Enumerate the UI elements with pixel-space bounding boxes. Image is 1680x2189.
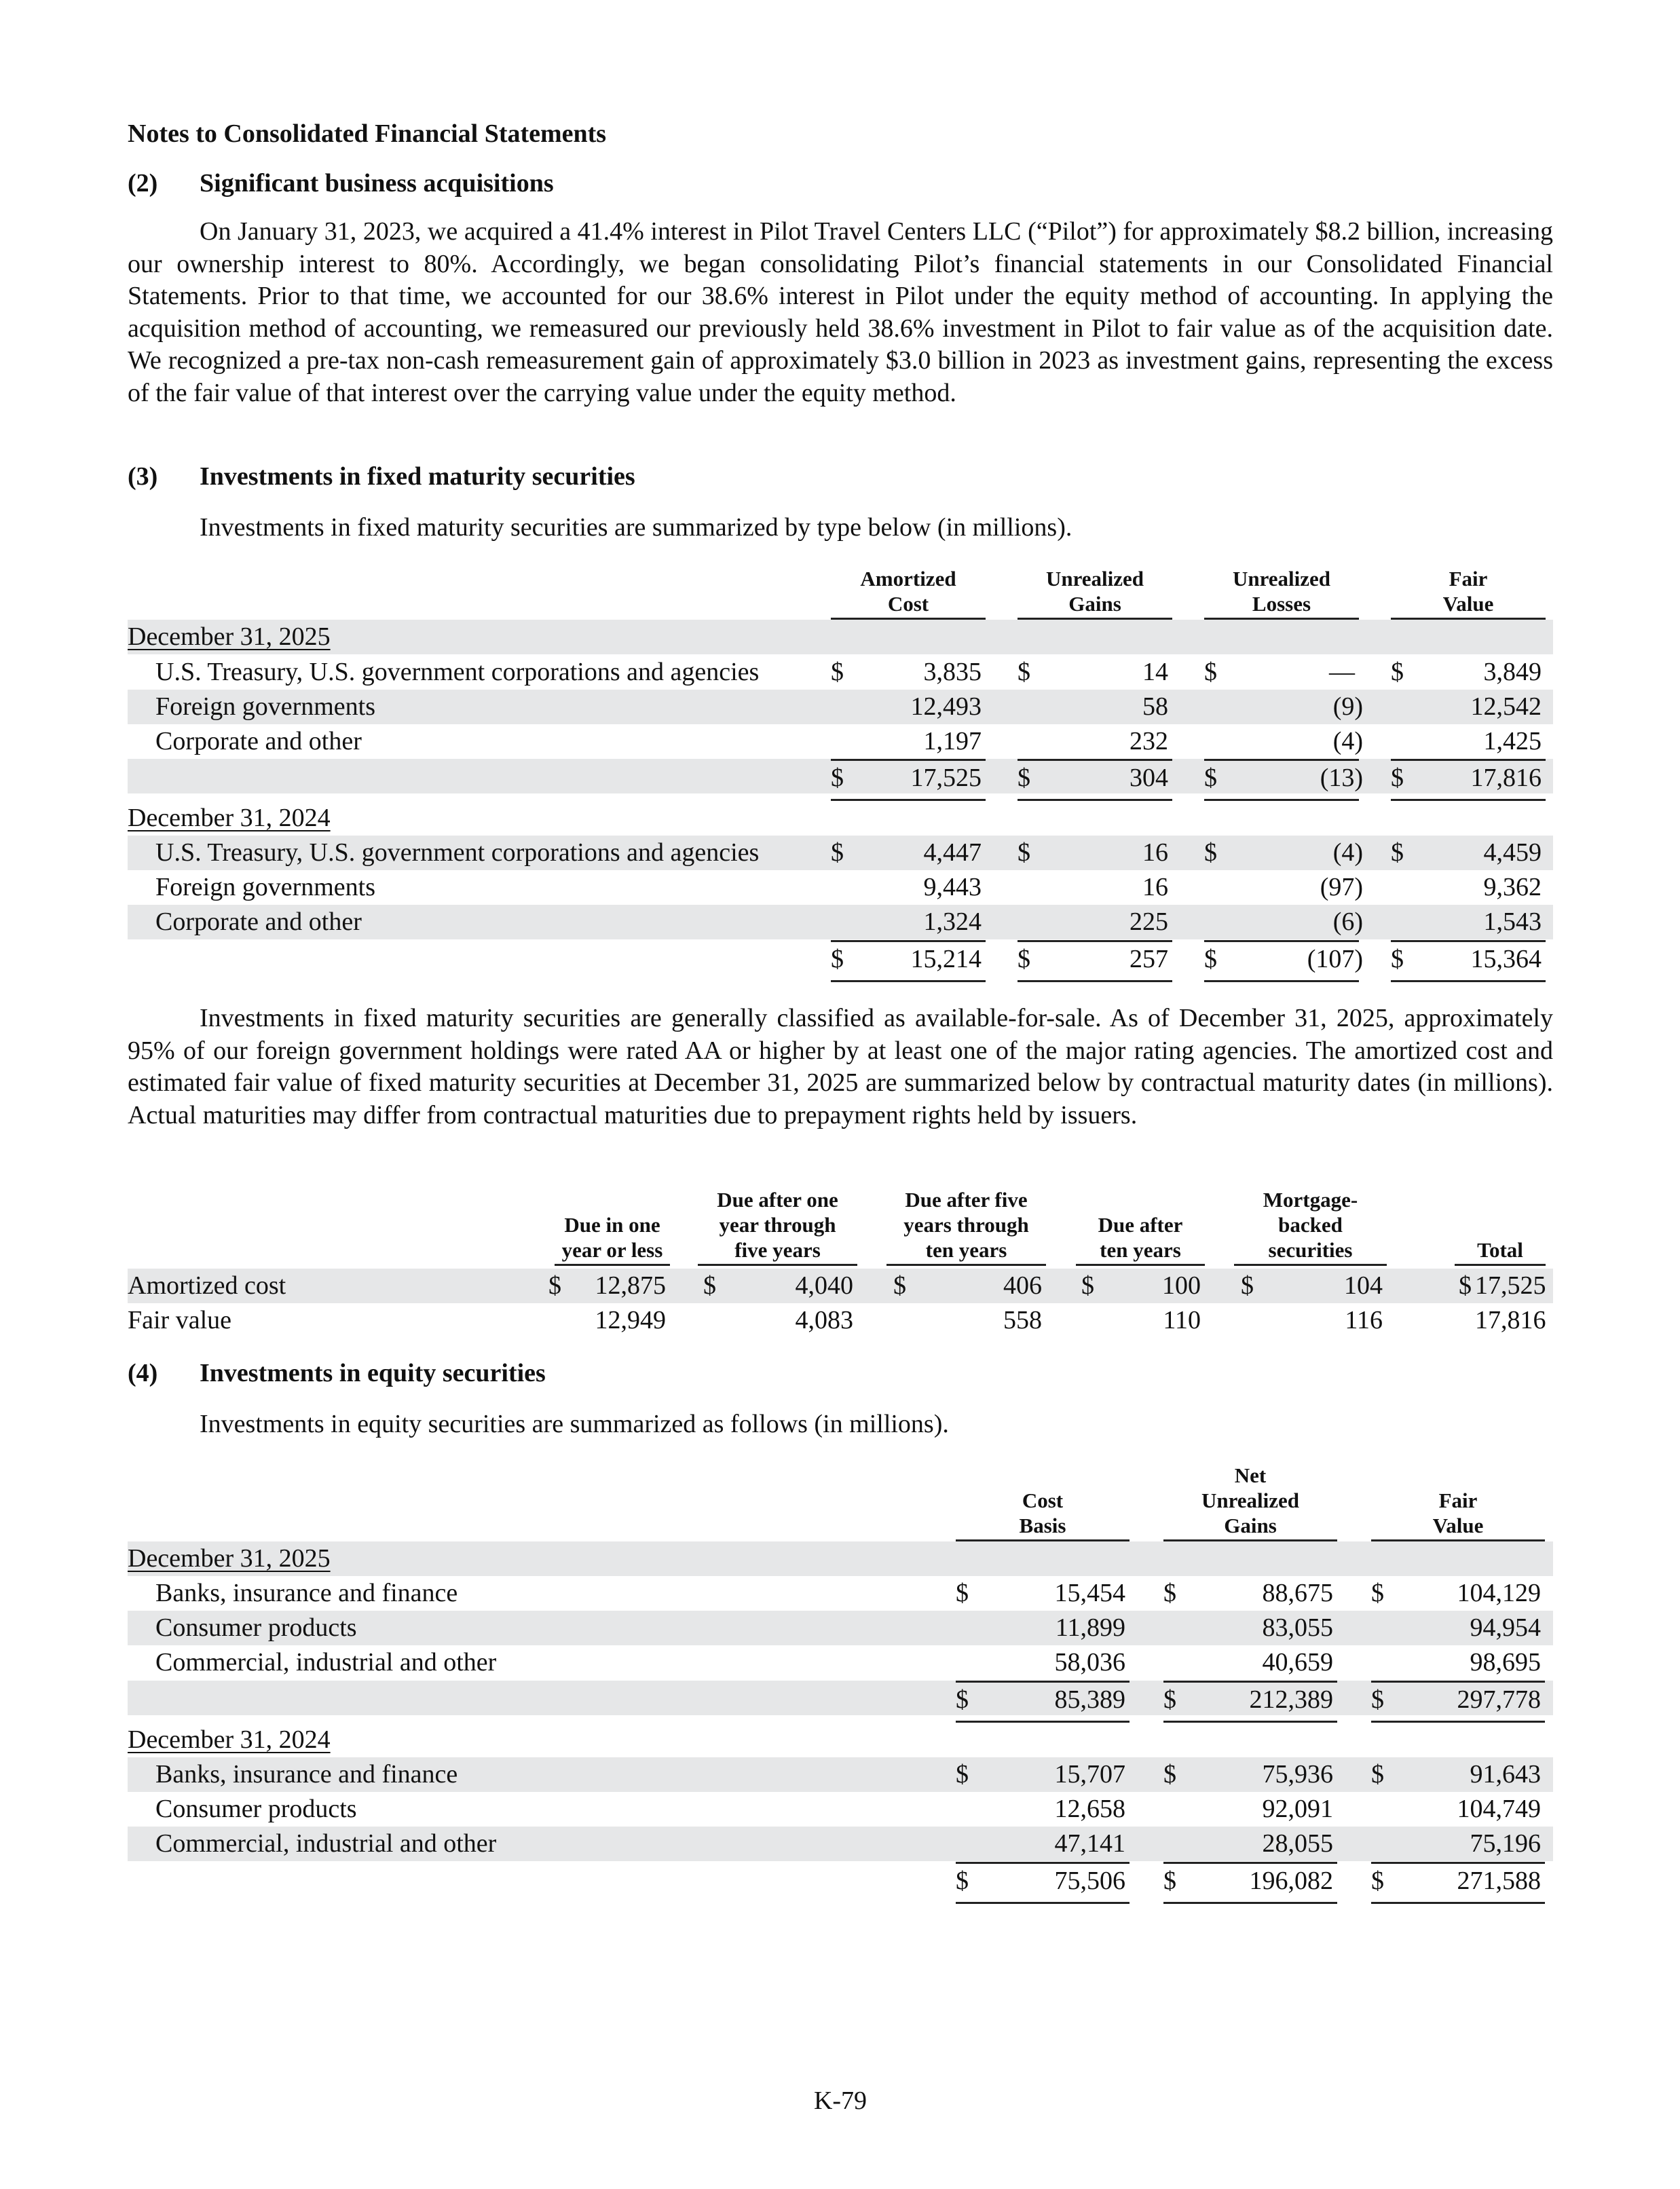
section-2-heading [128, 167, 554, 200]
net-gains-value: 88,675 [1262, 1579, 1333, 1607]
table-row [128, 1757, 1553, 1792]
table-row [128, 1576, 1553, 1611]
header-line: Due after [1098, 1213, 1183, 1237]
header-line: Unrealized [1045, 567, 1144, 591]
col-header-after-ten [1076, 1212, 1205, 1266]
net-gains-value: 28,055 [1262, 1829, 1333, 1858]
maturity-value: 4,083 [795, 1306, 853, 1334]
table-row [128, 1827, 1553, 1861]
table-row [128, 690, 1553, 724]
total-cell [1204, 940, 1363, 977]
amortized-cost-value: 1,197 [923, 727, 982, 755]
total-cell [1163, 1862, 1337, 1898]
currency-symbol: $ [1391, 764, 1404, 792]
currency-symbol: $ [1204, 838, 1217, 867]
maturity-total: 17,525 [1475, 1271, 1546, 1300]
maturity-value: 406 [1003, 1271, 1042, 1300]
currency-symbol: $ [831, 658, 844, 686]
unrealized-losses-value: (6) [1332, 908, 1363, 936]
section-3-heading [128, 460, 635, 493]
cost-basis-value: 58,036 [1054, 1648, 1125, 1677]
table-row [128, 1611, 1553, 1645]
col-header-amortized-cost [831, 566, 986, 620]
maturity-value: 12,875 [595, 1271, 666, 1300]
currency-symbol: $ [1391, 945, 1404, 973]
table-row [128, 870, 1553, 905]
col-header-equity-fair-value [1371, 1488, 1545, 1541]
group-date: December 31, 2025 [128, 1544, 331, 1573]
currency-symbol: $ [1163, 1579, 1176, 1607]
total-cell [1018, 940, 1172, 977]
group-date-row [128, 1723, 1553, 1757]
total-cell [956, 1681, 1130, 1717]
maturity-value: 4,040 [795, 1271, 853, 1300]
header-line: Cost [1022, 1489, 1064, 1512]
equity-fair-value: 98,695 [1470, 1648, 1541, 1677]
currency-symbol: $ [703, 1271, 716, 1300]
row-label: Corporate and other [155, 908, 362, 936]
equity-intro: Investments in equity securities are summarized as follows (in millions). [200, 1410, 949, 1438]
header-line: securities [1268, 1238, 1353, 1262]
col-header-five-to-ten [886, 1187, 1046, 1266]
row-label: Banks, insurance and finance [155, 1579, 458, 1607]
fair-value-value: 4,459 [1483, 838, 1542, 867]
currency-symbol: $ [956, 1579, 969, 1607]
header-line: ten years [925, 1238, 1007, 1262]
currency-symbol: $ [1459, 1271, 1472, 1300]
header-line: Amortized [860, 567, 956, 591]
currency-symbol: $ [1018, 658, 1030, 686]
unrealized-losses-total: (107) [1307, 945, 1363, 973]
header-line: Due after one [717, 1188, 838, 1212]
fair-value-value: 1,543 [1483, 908, 1542, 936]
total-cell [1371, 1862, 1545, 1898]
group-date-row [128, 620, 1553, 654]
row-label: U.S. Treasury, U.S. government corporations and agencies [155, 838, 760, 867]
currency-symbol: $ [548, 1271, 561, 1300]
row-label: Consumer products [155, 1613, 357, 1642]
header-line: years through [903, 1213, 1029, 1237]
section-number: (3) [128, 462, 158, 491]
unrealized-gains-value: 14 [1142, 658, 1168, 686]
fair-value-total: 17,816 [1470, 764, 1542, 792]
header-line: Value [1442, 592, 1494, 616]
header-line: Basis [1019, 1514, 1066, 1537]
amortized-cost-value: 3,835 [923, 658, 982, 686]
header-line: Unrealized [1201, 1489, 1300, 1512]
total-cell [956, 1862, 1130, 1898]
section-number: (4) [128, 1359, 158, 1387]
fair-value-total: 15,364 [1470, 945, 1542, 973]
unrealized-gains-value: 225 [1130, 908, 1168, 936]
equity-fair-value: 94,954 [1470, 1613, 1541, 1642]
row-label: Consumer products [155, 1795, 357, 1823]
fixed-maturity-paragraph: Investments in fixed maturity securities are generally classified as available-for-sale. As of December 31, 2025, approximately 95% of our foreign government holdings were rated AA or higher by at least one of the major rating agencies. The amortized cost and estimated fair value of fixed maturity securities at December 31, 2025 are summarized below by contractual maturity dates (in millions). Actual maturities may differ from contractual maturities due to prepayment rights held by issuers. [128, 1004, 1553, 1129]
net-gains-total: 196,082 [1249, 1867, 1333, 1895]
maturity-value: 100 [1162, 1271, 1201, 1300]
section-4-heading [128, 1357, 546, 1389]
row-label: Commercial, industrial and other [155, 1829, 497, 1858]
col-header-total [1455, 1237, 1546, 1266]
header-line: Fair [1438, 1489, 1478, 1512]
header-line: Losses [1252, 592, 1311, 616]
currency-symbol: $ [956, 1760, 969, 1789]
currency-symbol: $ [1391, 658, 1404, 686]
header-line: year or less [561, 1238, 663, 1262]
maturity-value: 558 [1003, 1306, 1042, 1334]
header-line: ten years [1100, 1238, 1181, 1262]
total-cell [1391, 940, 1546, 977]
header-line: backed [1278, 1213, 1343, 1237]
unrealized-losses-total: (13) [1320, 764, 1363, 792]
row-label: Fair value [128, 1306, 232, 1334]
cost-basis-value: 47,141 [1054, 1829, 1125, 1858]
col-header-net-unrealized-gains [1163, 1463, 1337, 1541]
row-label: Amortized cost [128, 1271, 286, 1300]
unrealized-gains-total: 257 [1130, 945, 1168, 973]
total-cell [831, 940, 986, 977]
equity-fair-value-total: 297,778 [1457, 1685, 1541, 1714]
unrealized-gains-value: 16 [1142, 838, 1168, 867]
net-gains-value: 75,936 [1262, 1760, 1333, 1789]
currency-symbol: $ [1018, 945, 1030, 973]
table-row [128, 1645, 1553, 1680]
row-label: Corporate and other [155, 727, 362, 755]
amortized-cost-total: 17,525 [910, 764, 982, 792]
table-row [128, 836, 1553, 870]
net-gains-value: 92,091 [1262, 1795, 1333, 1823]
currency-symbol: $ [1163, 1867, 1176, 1895]
unrealized-losses-value: — [1329, 658, 1355, 686]
cost-basis-value: 11,899 [1055, 1613, 1125, 1642]
section-title: Investments in fixed maturity securities [200, 462, 635, 491]
section-title: Investments in equity securities [200, 1359, 546, 1387]
page-number: K-79 [813, 2087, 867, 2115]
currency-symbol: $ [1391, 838, 1404, 867]
row-label: U.S. Treasury, U.S. government corporations and agencies [155, 658, 760, 686]
col-header-unrealized-losses [1204, 566, 1359, 620]
amortized-cost-value: 9,443 [923, 873, 982, 901]
currency-symbol: $ [831, 838, 844, 867]
header-line: Net [1234, 1463, 1267, 1487]
group-date: December 31, 2024 [128, 804, 331, 832]
table-row [128, 655, 1553, 690]
unrealized-gains-value: 16 [1142, 873, 1168, 901]
currency-symbol: $ [831, 945, 844, 973]
equity-fair-value: 75,196 [1470, 1829, 1541, 1858]
unrealized-gains-value: 232 [1130, 727, 1168, 755]
page-title: Notes to Consolidated Financial Statements [128, 119, 607, 148]
group-date-row [128, 801, 1553, 836]
unrealized-gains-value: 58 [1142, 692, 1168, 721]
amortized-cost-value: 4,447 [923, 838, 982, 867]
table-row [128, 1792, 1553, 1827]
header-line: year through [719, 1213, 836, 1237]
row-label: Commercial, industrial and other [155, 1648, 497, 1677]
total-row [128, 759, 1553, 793]
equity-fair-value-total: 271,588 [1457, 1867, 1541, 1895]
currency-symbol: $ [1371, 1685, 1384, 1714]
row-label: Foreign governments [155, 692, 376, 721]
header-line: Value [1432, 1514, 1484, 1537]
equity-fair-value: 104,129 [1457, 1579, 1541, 1607]
header-line: Gains [1068, 592, 1121, 616]
cost-basis-total: 85,389 [1054, 1685, 1125, 1714]
maturity-value: 104 [1344, 1271, 1383, 1300]
cost-basis-value: 12,658 [1054, 1795, 1125, 1823]
currency-symbol: $ [1204, 945, 1217, 973]
fair-value-value: 9,362 [1483, 873, 1542, 901]
currency-symbol: $ [1018, 764, 1030, 792]
total-cell [1018, 759, 1172, 796]
currency-symbol: $ [1204, 764, 1217, 792]
fair-value-value: 1,425 [1483, 727, 1542, 755]
currency-symbol: $ [1371, 1867, 1384, 1895]
fair-value-value: 12,542 [1470, 692, 1542, 721]
net-gains-total: 212,389 [1249, 1685, 1333, 1714]
table-row [128, 724, 1553, 759]
net-gains-value: 83,055 [1262, 1613, 1333, 1642]
currency-symbol: $ [1163, 1760, 1176, 1789]
currency-symbol: $ [956, 1867, 969, 1895]
currency-symbol: $ [956, 1685, 969, 1714]
equity-fair-value: 91,643 [1470, 1760, 1541, 1789]
col-header-one-to-five [698, 1187, 857, 1266]
total-cell [831, 759, 986, 796]
currency-symbol: $ [831, 764, 844, 792]
net-gains-value: 40,659 [1262, 1648, 1333, 1677]
row-label: Banks, insurance and finance [155, 1760, 458, 1789]
group-date: December 31, 2024 [128, 1725, 331, 1754]
header-line: Fair [1449, 567, 1488, 591]
amortized-cost-value: 12,493 [910, 692, 982, 721]
section-number: (2) [128, 169, 158, 198]
maturity-value: 116 [1345, 1306, 1383, 1334]
currency-symbol: $ [1163, 1685, 1176, 1714]
total-cell [1204, 759, 1363, 796]
table-row [128, 1269, 1553, 1303]
header-line: five years [734, 1238, 821, 1262]
total-row [128, 1681, 1553, 1715]
header-line: Due after five [905, 1188, 1028, 1212]
unrealized-losses-value: (97) [1320, 873, 1363, 901]
currency-symbol: $ [1371, 1760, 1384, 1789]
amortized-cost-total: 15,214 [910, 945, 982, 973]
header-line: Mortgage- [1263, 1188, 1358, 1212]
maturity-total: 17,816 [1475, 1306, 1546, 1334]
header-line: Unrealized [1232, 567, 1331, 591]
group-date: December 31, 2025 [128, 622, 331, 651]
total-row [128, 940, 1553, 975]
header-line: Due in one [564, 1213, 660, 1237]
currency-symbol: $ [893, 1271, 906, 1300]
header-line: Total [1477, 1238, 1523, 1262]
currency-symbol: $ [1081, 1271, 1094, 1300]
fair-value-value: 3,849 [1483, 658, 1542, 686]
acquisition-paragraph: On January 31, 2023, we acquired a 41.4% interest in Pilot Travel Centers LLC (“Pilot”) for approximately $8.2 billion, increasing our ownership interest to 80%. Accordingly, we began consolidating Pilot’s financial statements in our Consolidated Financial Statements. Prior to that time, we accounted for our 38.6% interest in Pilot under the equity method of accounting. In applying the acquisition method of accounting, we remeasured our previously held 38.6% investment in Pilot to fair value as of the acquisition date. We recognized a pre-tax non-cash remeasurement gain of approximately $3.0 billion in 2023 as investment gains, representing the excess of the fair value of that interest over the carrying value under the equity method. [128, 217, 1553, 407]
amortized-cost-value: 1,324 [923, 908, 982, 936]
row-label: Foreign governments [155, 873, 376, 901]
currency-symbol: $ [1241, 1271, 1254, 1300]
table-row [128, 905, 1553, 939]
cost-basis-total: 75,506 [1054, 1867, 1125, 1895]
total-row [128, 1862, 1553, 1896]
col-header-unrealized-gains [1018, 566, 1172, 620]
currency-symbol: $ [1371, 1579, 1384, 1607]
col-header-cost-basis [956, 1488, 1130, 1541]
maturity-value: 110 [1163, 1306, 1201, 1334]
unrealized-losses-value: (9) [1332, 692, 1363, 721]
section-title: Significant business acquisitions [200, 169, 554, 198]
total-cell [1371, 1681, 1545, 1717]
total-cell [1163, 1681, 1337, 1717]
col-header-due-one-year [555, 1212, 670, 1266]
fixed-intro: Investments in fixed maturity securities are summarized by type below (in millions). [200, 513, 1072, 542]
header-line: Cost [887, 592, 929, 616]
table-row [128, 1303, 1553, 1338]
group-date-row [128, 1541, 1553, 1576]
header-line: Gains [1224, 1514, 1277, 1537]
maturity-value: 12,949 [595, 1306, 666, 1334]
currency-symbol: $ [1018, 838, 1030, 867]
cost-basis-value: 15,454 [1054, 1579, 1125, 1607]
col-header-fair-value [1391, 566, 1546, 620]
unrealized-gains-total: 304 [1130, 764, 1168, 792]
total-cell [1391, 759, 1546, 796]
unrealized-losses-value: (4) [1332, 727, 1363, 755]
equity-fair-value: 104,749 [1457, 1795, 1541, 1823]
unrealized-losses-value: (4) [1332, 838, 1363, 867]
currency-symbol: $ [1204, 658, 1217, 686]
cost-basis-value: 15,707 [1054, 1760, 1125, 1789]
col-header-mortgage-backed [1234, 1187, 1387, 1266]
